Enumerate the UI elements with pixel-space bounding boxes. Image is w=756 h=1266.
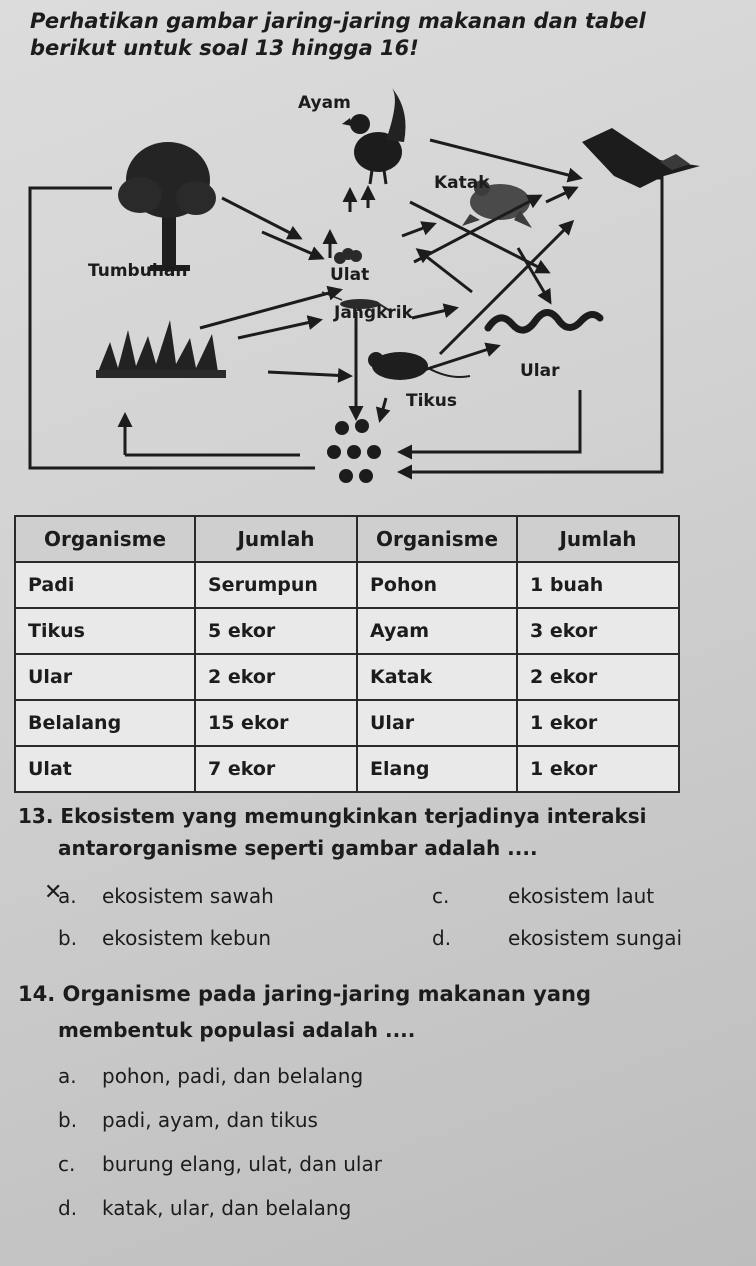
question-14-number: 14. — [18, 982, 56, 1006]
grass-illustration — [96, 320, 226, 378]
option-text: katak, ular, dan belalang — [102, 1196, 352, 1220]
table-row — [15, 746, 679, 792]
intro-line-2: berikut untuk soal 13 hingga 16! — [30, 36, 419, 60]
table-cell: 1 ekor — [517, 746, 679, 792]
q14-option-a[interactable] — [58, 1064, 363, 1088]
intro-line-1: Perhatikan gambar jaring-jaring makanan dan tabel — [30, 9, 646, 33]
question-14-line-1: Organisme pada jaring-jaring makanan yang — [62, 982, 591, 1006]
option-key: d. — [58, 1196, 78, 1220]
question-14-line-2: membentuk populasi adalah .... — [58, 1018, 416, 1042]
option-key: a. — [58, 884, 77, 908]
option-key: c. — [432, 884, 450, 908]
table-row — [15, 608, 679, 654]
option-key: b. — [58, 926, 78, 950]
table-row — [15, 562, 679, 608]
q13-option-b[interactable] — [58, 926, 271, 950]
table-row — [15, 654, 679, 700]
q14-option-d[interactable] — [58, 1196, 351, 1220]
label-ulat: Ulat — [330, 265, 370, 285]
table-cell: Ulat — [15, 746, 195, 792]
snake-illustration — [488, 312, 600, 330]
option-text: burung elang, ulat, dan ular — [102, 1152, 382, 1176]
table-cell: 2 ekor — [195, 654, 357, 700]
table-cell: 1 ekor — [517, 700, 679, 746]
question-14 — [18, 982, 591, 1006]
question-13-number: 13. — [18, 804, 54, 828]
table-cell: 15 ekor — [195, 700, 357, 746]
decomposer-dots — [327, 419, 381, 483]
table-cell: 2 ekor — [517, 654, 679, 700]
q13-option-c[interactable] — [432, 884, 654, 908]
option-text: ekosistem sungai — [508, 926, 683, 950]
caterpillar-illustration — [334, 248, 362, 264]
table-cell: Pohon — [357, 562, 517, 608]
label-katak: Katak — [434, 173, 490, 193]
label-ular: Ular — [520, 361, 560, 381]
q13-option-d[interactable] — [432, 926, 682, 950]
food-web-diagram — [0, 80, 756, 500]
option-key: d. — [432, 926, 452, 950]
answer-cross-mark: ✕ — [44, 880, 63, 905]
option-text: ekosistem sawah — [102, 884, 274, 908]
tree-illustration — [118, 142, 216, 271]
question-13 — [18, 804, 647, 828]
option-key: c. — [58, 1152, 76, 1176]
question-13-line-1: Ekosistem yang memungkinkan terjadinya interaksi — [60, 804, 647, 828]
intro-text — [30, 8, 730, 62]
option-text: pohon, padi, dan belalang — [102, 1064, 364, 1088]
table-row — [15, 700, 679, 746]
eagle-illustration — [582, 128, 700, 188]
table-cell: 1 buah — [517, 562, 679, 608]
q14-option-c[interactable] — [58, 1152, 382, 1176]
table-cell: Padi — [15, 562, 195, 608]
table-cell: Belalang — [15, 700, 195, 746]
table-cell: Ular — [357, 700, 517, 746]
option-text: ekosistem laut — [508, 884, 655, 908]
table-cell: 5 ekor — [195, 608, 357, 654]
table-cell: Ayam — [357, 608, 517, 654]
q13-option-a[interactable] — [58, 884, 274, 908]
label-tikus: Tikus — [406, 391, 457, 411]
table-cell: Serumpun — [195, 562, 357, 608]
rat-illustration — [368, 352, 470, 380]
option-key: b. — [58, 1108, 78, 1132]
table-cell: 7 ekor — [195, 746, 357, 792]
table-cell: Tikus — [15, 608, 195, 654]
table-header: Jumlah — [517, 516, 679, 562]
table-cell: Elang — [357, 746, 517, 792]
table-header: Jumlah — [195, 516, 357, 562]
option-key: a. — [58, 1064, 77, 1088]
table-header: Organisme — [15, 516, 195, 562]
table-header: Organisme — [357, 516, 517, 562]
label-ayam: Ayam — [298, 93, 351, 113]
label-tumbuhan: Tumbuhan — [88, 261, 188, 281]
table-header-row — [15, 516, 679, 562]
option-text: ekosistem kebun — [102, 926, 272, 950]
table-cell: Ular — [15, 654, 195, 700]
label-jangkrik: Jangkrik — [334, 303, 413, 323]
table-cell: 3 ekor — [517, 608, 679, 654]
q14-option-b[interactable] — [58, 1108, 318, 1132]
table-cell: Katak — [357, 654, 517, 700]
rooster-illustration — [342, 88, 406, 184]
question-13-line-2: antarorganisme seperti gambar adalah .... — [58, 836, 538, 860]
organism-table — [14, 515, 680, 793]
option-text: padi, ayam, dan tikus — [102, 1108, 318, 1132]
